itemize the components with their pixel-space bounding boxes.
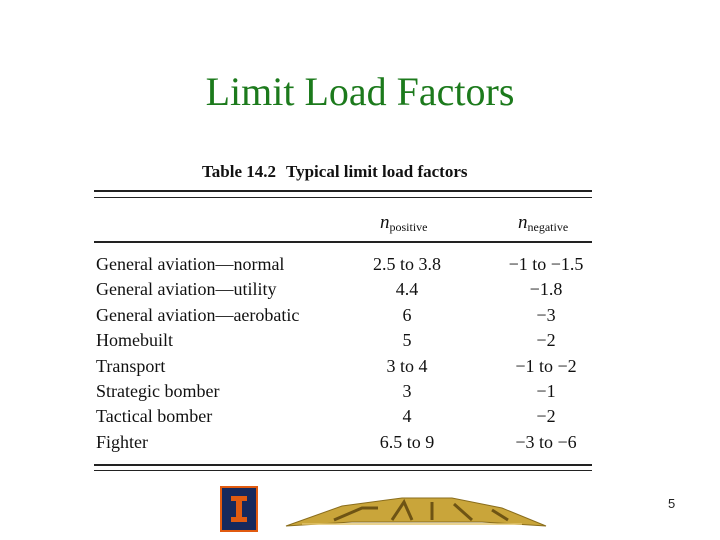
- row-positive-value: 4: [402, 406, 412, 427]
- column-header-positive: [380, 212, 428, 235]
- table-row: [96, 254, 592, 279]
- row-category: Transport: [96, 355, 166, 376]
- table-row: [96, 381, 592, 406]
- column-header-negative: [518, 212, 568, 235]
- row-negative-value: −1.8: [529, 279, 563, 300]
- page-number: 5: [668, 496, 676, 511]
- load-factor-table: [88, 152, 598, 474]
- table-row: [96, 305, 592, 330]
- table-top-rule: [94, 190, 592, 192]
- table-top-rule-thin: [94, 197, 592, 198]
- table-caption-text: Typical limit load factors: [286, 162, 468, 181]
- table-row: [96, 432, 592, 457]
- slide-title: Limit Load Factors: [205, 69, 515, 114]
- row-category: General aviation—aerobatic: [96, 304, 300, 325]
- column-symbol: n: [518, 212, 528, 233]
- table-caption-number: Table 14.2: [202, 162, 277, 181]
- table-row: [96, 356, 592, 381]
- row-positive-value: 3: [402, 380, 412, 401]
- row-category: Fighter: [96, 431, 148, 452]
- row-negative-value: −3: [536, 304, 556, 325]
- row-category: General aviation—utility: [96, 279, 277, 300]
- row-positive-value: 3 to 4: [386, 355, 428, 376]
- column-subscript-negative: negative: [527, 220, 569, 234]
- row-negative-value: −1: [536, 380, 556, 401]
- row-negative-value: −2: [536, 406, 556, 427]
- table-bottom-rule-thin: [94, 470, 592, 471]
- table-row: [96, 406, 592, 431]
- row-negative-value: −3 to −6: [515, 431, 577, 452]
- table-body: [96, 254, 592, 457]
- row-positive-value: 4.4: [395, 279, 419, 300]
- row-category: Strategic bomber: [96, 380, 220, 401]
- course-banner-graphic: [282, 492, 550, 530]
- column-symbol: n: [380, 212, 390, 233]
- table-row: [96, 330, 592, 355]
- table-row: [96, 279, 592, 304]
- university-logo-icon: [220, 486, 258, 532]
- table-header-rule: [94, 241, 592, 243]
- column-subscript-positive: positive: [389, 220, 428, 234]
- row-positive-value: 2.5 to 3.8: [372, 254, 441, 274]
- row-negative-value: −1 to −1.5: [508, 254, 584, 274]
- row-negative-value: −1 to −2: [515, 355, 577, 376]
- row-positive-value: 5: [402, 330, 412, 351]
- table-bottom-rule: [94, 464, 592, 466]
- row-category: General aviation—normal: [96, 254, 285, 274]
- row-category: Homebuilt: [96, 330, 173, 351]
- row-positive-value: 6.5 to 9: [379, 431, 435, 452]
- row-category: Tactical bomber: [96, 406, 213, 427]
- row-negative-value: −2: [536, 330, 556, 351]
- row-positive-value: 6: [402, 304, 412, 325]
- table-caption: [202, 162, 468, 182]
